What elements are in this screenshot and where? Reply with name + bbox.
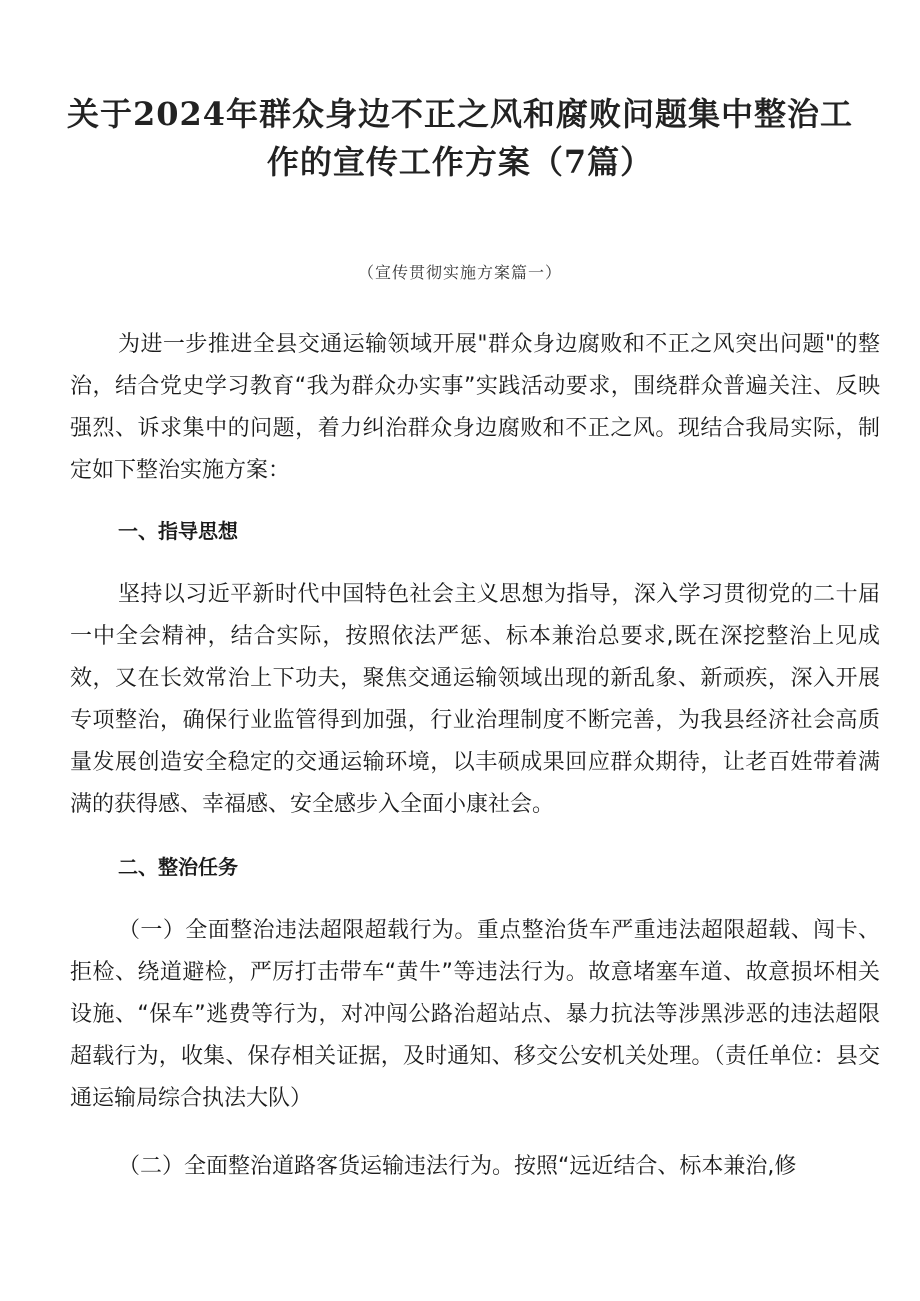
guiding-thought-paragraph: 坚持以习近平新时代中国特色社会主义思想为指导，深入学习贯彻党的二十届一中全会精神，结合实际，按照依法严惩、标本兼治总要求,既在深挖整治上见成效，又在长效常治上下功夫，聚焦交通运输领域出现的新乱象、新顽疾，深入开展专项整治，确保行业监管得到加强，行业治理制度不断完善，为我县经济社会高质量发展创造安全稳定的交通运输环境，以丰硕成果回应群众期待，让老百姓带着满满的获得感、幸福感、安全感步入全面小康社会。 [70,582,880,817]
document-title: 关于2024年群众身边不正之风和腐败问题集中整治工作的宣传工作方案（7篇） [66,95,854,181]
intro-paragraph: 为进一步推进全县交通运输领域开展"群众身边腐败和不正之风突出问题"的整治，结合党史学习教育“我为群众办实事”实践活动要求，围绕群众普遍关注、反映强烈、诉求集中的问题，着力纠治群众身边腐败和不正之风。现结合我局实际，制定如下整治实施方案： [70,332,880,483]
section-heading-tasks: 二、整治任务 [118,855,238,879]
document-subtitle: （宣传贯彻实施方案篇一） [357,263,562,282]
task-item-2-paragraph: （二）全面整治道路客货运输违法行为。按照“远近结合、标本兼治,修 [118,1154,797,1179]
task-item-1-paragraph: （一）全面整治违法超限超载行为。重点整治货车严重违法超限超载、闯卡、拒检、绕道避检，严厉打击带车“黄牛”等违法行为。故意堵塞车道、故意损坏相关设施、“保车”逃费等行为，对冲闯公路治超站点、暴力抗法等涉黑涉恶的违法超限超载行为，收集、保存相关证据，及时通知、移交公安机关处理。（责任单位：县交通运输局综合执法大队） [70,918,880,1111]
section-heading-guiding-thought: 一、指导思想 [118,519,238,543]
